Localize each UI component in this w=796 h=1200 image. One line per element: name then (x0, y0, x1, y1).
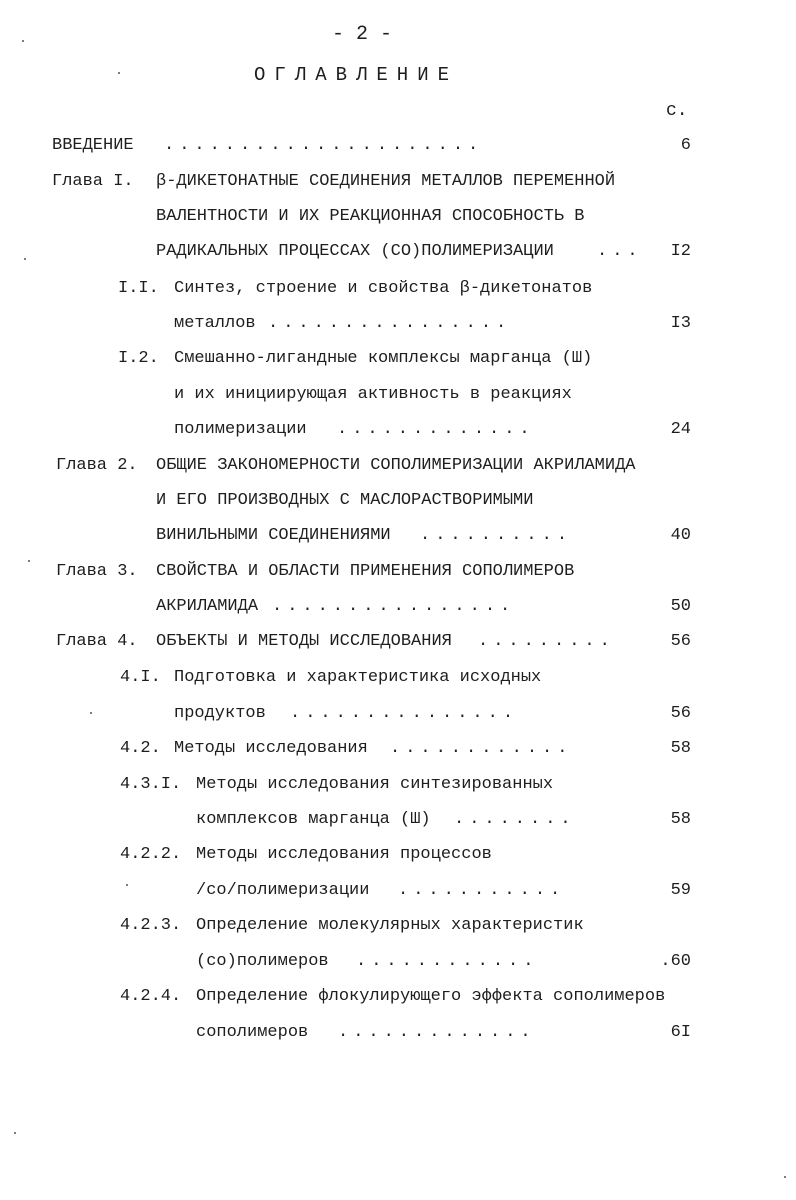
leader-dots: ............ (356, 952, 539, 971)
toc-page-number: I3 (670, 314, 691, 333)
toc-entry-title-line: полимеризации (174, 420, 307, 439)
leader-dots: ............... (290, 704, 519, 723)
toc-heading: ОГЛАВЛЕНИЕ (253, 64, 459, 86)
leader-dots: ............. (337, 420, 535, 439)
toc-page-number: I2 (670, 242, 691, 261)
leader-dots: ..................... (164, 136, 484, 155)
toc-entry-title-line: /со/полимеризации (196, 881, 370, 900)
toc-entry-label: 4.3.I. (120, 775, 182, 794)
page-column-label: с. (666, 101, 688, 121)
toc-entry-label: Глава 2. (56, 456, 138, 475)
scan-speck (22, 40, 24, 42)
toc-entry-label: 4.2.4. (120, 987, 182, 1006)
toc-page-number: 56 (670, 704, 691, 723)
toc-entry-title-line: РАДИКАЛЬНЫХ ПРОЦЕССАХ (СО)ПОЛИМЕРИЗАЦИИ (156, 242, 554, 261)
toc-entry-title-line: ВАЛЕНТНОСТИ И ИХ РЕАКЦИОННАЯ СПОСОБНОСТЬ В (156, 207, 585, 226)
toc-page-number: 58 (670, 739, 691, 758)
toc-entry-label: 4.2.2. (120, 845, 182, 864)
scan-speck (14, 1132, 16, 1134)
toc-entry-title-line: ОБЩИЕ ЗАКОНОМЕРНОСТИ СОПОЛИМЕРИЗАЦИИ АКРИЛАМИДА (156, 456, 636, 475)
scan-speck (126, 884, 128, 886)
toc-page-number: 6 (680, 136, 691, 155)
toc-entry-label: 4.2.3. (120, 916, 182, 935)
toc-entry-title-line: Методы исследования синтезированных (196, 775, 554, 794)
toc-entry-title-line: Синтез, строение и свойства β-дикетонатов (174, 279, 593, 298)
leader-dots: ................ (268, 314, 512, 333)
leader-dots: ........ (454, 810, 576, 829)
toc-entry-title-line: Смешанно-лигандные комплексы марганца (Ш) (174, 349, 593, 368)
toc-entry-title-line: (со)полимеров (196, 952, 329, 971)
toc-page-number: 24 (670, 420, 691, 439)
toc-entry-label: Глава 3. (56, 562, 138, 581)
toc-page-number: 40 (670, 526, 691, 545)
page-number: - 2 - (331, 23, 392, 46)
leader-dots: ............ (390, 739, 573, 758)
scan-speck (90, 712, 92, 714)
toc-entry-label: 4.2. (120, 739, 161, 758)
toc-entry-title-line: СВОЙСТВА И ОБЛАСТИ ПРИМЕНЕНИЯ СОПОЛИМЕРОВ (156, 562, 575, 581)
toc-page-number: 50 (670, 597, 691, 616)
toc-entry-title-line: Определение молекулярных характеристик (196, 916, 584, 935)
toc-entry-title-line: Методы исследования процессов (196, 845, 492, 864)
leader-dots: ................ (272, 597, 516, 616)
toc-entry-title-line: Подготовка и характеристика исходных (174, 668, 542, 687)
toc-entry-title-line: металлов (174, 314, 256, 333)
scan-speck (24, 258, 26, 260)
toc-page-number: .60 (660, 952, 691, 971)
toc-page-number: 58 (670, 810, 691, 829)
toc-entry-title-line: ВИНИЛЬНЫМИ СОЕДИНЕНИЯМИ (156, 526, 391, 545)
toc-entry-title-line: комплексов марганца (Ш) (196, 810, 431, 829)
leader-dots: .......... (420, 526, 573, 545)
toc-entry-title-line: β-ДИКЕТОНАТНЫЕ СОЕДИНЕНИЯ МЕТАЛЛОВ ПЕРЕМЕННОЙ (156, 172, 616, 191)
toc-entry-title-line: ВВЕДЕНИЕ (52, 136, 134, 155)
leader-dots: ... (597, 242, 643, 261)
toc-entry-title-line: Методы исследования (174, 739, 368, 758)
leader-dots: ........... (398, 881, 566, 900)
toc-entry-label: I.2. (118, 349, 159, 368)
toc-entry-label: 4.I. (120, 668, 161, 687)
toc-entry-label: I.I. (118, 279, 159, 298)
toc-entry-label: Глава I. (52, 172, 134, 191)
toc-page-number: 56 (670, 632, 691, 651)
toc-page-number: 6I (670, 1023, 691, 1042)
toc-entry-title-line: ОБЪЕКТЫ И МЕТОДЫ ИССЛЕДОВАНИЯ (156, 632, 452, 651)
leader-dots: ............. (338, 1023, 536, 1042)
toc-entry-label: Глава 4. (56, 632, 138, 651)
toc-entry-title-line: АКРИЛАМИДА (156, 597, 259, 616)
toc-entry-title-line: Определение флокулирующего эффекта сополимеров (196, 987, 666, 1006)
scan-speck (784, 1176, 786, 1178)
toc-entry-title-line: сополимеров (196, 1023, 309, 1042)
leader-dots: ......... (478, 632, 615, 651)
scan-speck (118, 72, 120, 74)
scan-speck (28, 560, 30, 562)
toc-entry-title-line: продуктов (174, 704, 266, 723)
toc-entry-title-line: И ЕГО ПРОИЗВОДНЫХ С МАСЛОРАСТВОРИМЫМИ (156, 491, 534, 510)
toc-page-number: 59 (670, 881, 691, 900)
toc-entry-title-line: и их инициирующая активность в реакциях (174, 385, 572, 404)
